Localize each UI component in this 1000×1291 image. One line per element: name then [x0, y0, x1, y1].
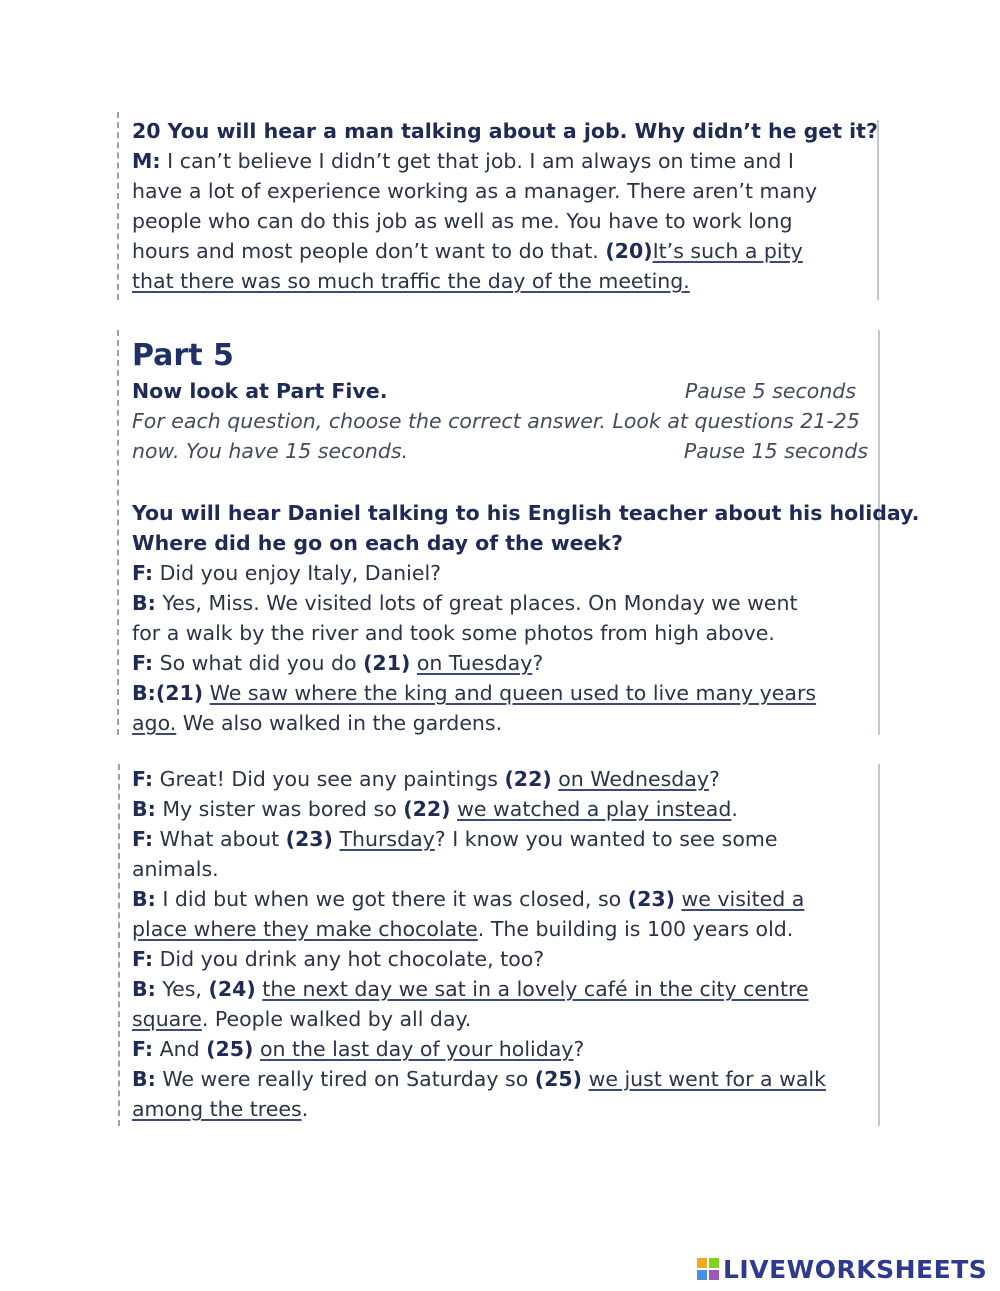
dialogue-line [132, 824, 777, 854]
speaker-label: F: [132, 827, 154, 851]
question-number: (21) [155, 681, 204, 705]
speaker-label: F: [132, 947, 154, 971]
speaker-label: B: [132, 591, 156, 615]
continued-right-border [878, 764, 880, 1126]
dialogue-line [132, 648, 543, 678]
part5-right-border [878, 330, 880, 735]
dialogue-line [132, 708, 502, 738]
speaker-label: B: [132, 797, 156, 821]
line-tail: We also walked in the gardens. [176, 711, 503, 735]
part-intro: Now look at Part Five. [132, 379, 388, 403]
question-number: (20) [605, 239, 653, 263]
line-text: What about [153, 827, 286, 851]
speaker-label: B: [132, 887, 156, 911]
part5-left-border [117, 330, 119, 735]
line-text: So what did you do [153, 651, 364, 675]
line-tail: . [301, 1097, 309, 1121]
logo-text: LIVEWORKSHEETS [723, 1254, 988, 1284]
answer-text: Thursday [339, 827, 435, 851]
dialogue-line [132, 944, 544, 974]
dialogue-line [132, 266, 690, 296]
line-tail: ? [709, 767, 720, 791]
line-text: Yes, Miss. We visited lots of great places. On Monday we went [155, 591, 798, 615]
dialogue-line [132, 1034, 584, 1064]
answer-text: that there was so much traffic the day of the meeting. [132, 269, 690, 293]
dialogue-line [132, 678, 816, 708]
speaker-label: B: [132, 1067, 156, 1091]
instruction-line-2: now. You have 15 seconds. [132, 439, 409, 463]
line-text: have a lot of experience working as a manager. There aren’t many [132, 179, 818, 203]
question-number: (25) [206, 1037, 254, 1061]
line-text: for a walk by the river and took some photos from high above. [132, 621, 775, 645]
question-number: (25) [534, 1067, 583, 1091]
pause-note-2: Pause 15 seconds [683, 439, 868, 463]
dialogue-line [132, 854, 219, 884]
line-text: hours and most people don’t want to do that. [132, 239, 606, 263]
line-tail: ? I know you wanted to see some [434, 827, 778, 851]
question-number: (23) [285, 827, 333, 851]
speaker-label: F: [132, 1037, 154, 1061]
line-tail: . The building is 100 years old. [477, 917, 794, 941]
answer-text: the next day we sat in a lovely café in the city centre [262, 977, 809, 1001]
dialogue-line [132, 914, 793, 944]
line-text: Did you enjoy Italy, Daniel? [153, 561, 442, 585]
dialogue-line [132, 884, 804, 914]
answer-text: among the trees [132, 1097, 302, 1121]
line-text: And [153, 1037, 207, 1061]
speaker-label: M: [132, 149, 161, 173]
q20-right-border [877, 120, 879, 300]
part-title: Part 5 [132, 338, 234, 373]
answer-text: we visited a [681, 887, 805, 911]
dialogue-line [132, 974, 809, 1004]
line-text: people who can do this job as well as me. You have to work long [132, 209, 793, 233]
dialogue-line [132, 794, 738, 824]
question-number: (23) [627, 887, 675, 911]
dialogue-line [132, 176, 817, 206]
question-number: (22) [504, 767, 552, 791]
speaker-label: B: [132, 681, 156, 705]
task-heading-1: You will hear Daniel talking to his English teacher about his holiday. [132, 501, 920, 525]
pause-note-1: Pause 5 seconds [684, 379, 856, 403]
dialogue-line [132, 618, 775, 648]
speaker-label: B: [132, 977, 156, 1001]
line-text: I did but when we got there it was closed, so [155, 887, 628, 911]
task-heading-2: Where did he go on each day of the week? [132, 531, 623, 555]
answer-text: We saw where the king and queen used to live many years [209, 681, 817, 705]
answer-text: ago. [132, 711, 177, 735]
answer-text: on Wednesday [558, 767, 709, 791]
speaker-label: F: [132, 651, 154, 675]
question-number: (22) [403, 797, 451, 821]
dialogue-line [132, 206, 792, 236]
answer-text: It’s such a pity [652, 239, 803, 263]
line-text: Great! Did you see any paintings [153, 767, 505, 791]
answer-text: on Tuesday [416, 651, 533, 675]
line-tail: ? [573, 1037, 585, 1061]
dialogue-line [132, 236, 803, 266]
line-tail: . People walked by all day. [201, 1007, 472, 1031]
q20-heading: 20 You will hear a man talking about a job. Why didn’t he get it? [132, 119, 878, 143]
dialogue-line [132, 588, 798, 618]
line-tail: . [731, 797, 738, 821]
line-text: We were really tired on Saturday so [155, 1067, 535, 1091]
part-5-section [132, 338, 920, 738]
answer-text: we watched a play instead [457, 797, 732, 821]
answer-text: square [132, 1007, 202, 1031]
liveworksheets-logo [697, 1254, 987, 1284]
line-text: My sister was bored so [155, 797, 404, 821]
line-text: I can’t believe I didn’t get that job. I am always on time and I [160, 149, 794, 173]
dialogue-line [132, 764, 720, 794]
line-tail: ? [532, 651, 544, 675]
answer-text: on the last day of your holiday [259, 1037, 574, 1061]
answer-text: we just went for a walk [588, 1067, 826, 1091]
answer-text: place where they make chocolate [132, 917, 478, 941]
line-text: Yes, [155, 977, 209, 1001]
q20-left-border [117, 112, 119, 300]
dialogue-line [132, 146, 794, 176]
line-text: animals. [132, 857, 219, 881]
speaker-label: F: [132, 767, 154, 791]
dialogue-line [132, 1094, 308, 1124]
dialogue-line [132, 1064, 826, 1094]
question-number: (21) [363, 651, 411, 675]
instruction-line-1: For each question, choose the correct answer. Look at questions 21-25 [132, 409, 860, 433]
dialogue-line [132, 1004, 471, 1034]
dialogue-line [132, 558, 441, 588]
continued-left-border [118, 764, 120, 1126]
question-number: (24) [208, 977, 256, 1001]
liveworksheets-logo-icon [697, 1258, 719, 1280]
line-text: Did you drink any hot chocolate, too? [153, 947, 545, 971]
speaker-label: F: [132, 561, 154, 585]
